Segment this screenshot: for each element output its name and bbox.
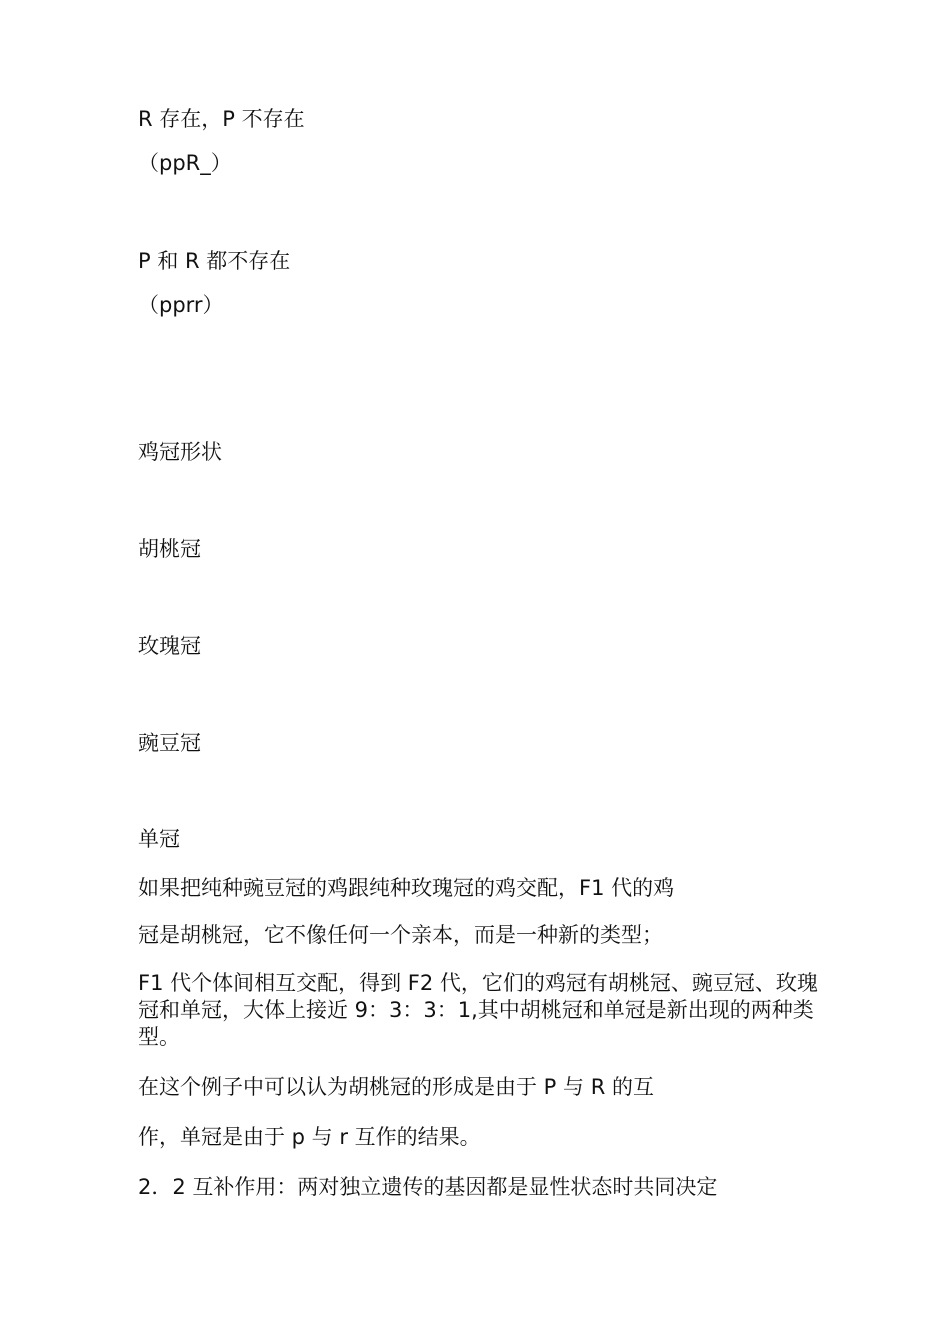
comb-shape-single: 单冠 <box>138 827 180 851</box>
comb-shape-rose: 玫瑰冠 <box>138 634 201 658</box>
paragraph-3-line-1: 在这个例子中可以认为胡桃冠的形成是由于 P 与 R 的互 <box>138 1075 654 1099</box>
comb-shape-walnut: 胡桃冠 <box>138 537 201 561</box>
paragraph-2: F1 代个体间相互交配，得到 F2 代，它们的鸡冠有胡桃冠、豌豆冠、玫瑰冠和单冠，大体上接近 9：3：3：1,其中胡桃冠和单冠是新出现的两种类型。 <box>138 971 818 1049</box>
condition-none-label: P 和 R 都不存在 <box>138 249 291 273</box>
condition-r-only-label: R 存在，P 不存在 <box>138 107 305 131</box>
comb-shape-header: 鸡冠形状 <box>138 440 222 464</box>
section-heading-2-2: 2．2 互补作用：两对独立遗传的基因都是显性状态时共同决定 <box>138 1175 718 1199</box>
paragraph-1-line-2: 冠是胡桃冠，它不像任何一个亲本，而是一种新的类型； <box>138 923 663 947</box>
condition-none-genotype: （pprr） <box>138 293 224 317</box>
comb-shape-pea: 豌豆冠 <box>138 731 201 755</box>
paragraph-1-line-1: 如果把纯种豌豆冠的鸡跟纯种玫瑰冠的鸡交配，F1 代的鸡 <box>138 876 675 900</box>
condition-r-only-genotype: （ppR_） <box>138 151 232 175</box>
paragraph-3-line-2: 作，单冠是由于 p 与 r 互作的结果。 <box>138 1125 481 1149</box>
